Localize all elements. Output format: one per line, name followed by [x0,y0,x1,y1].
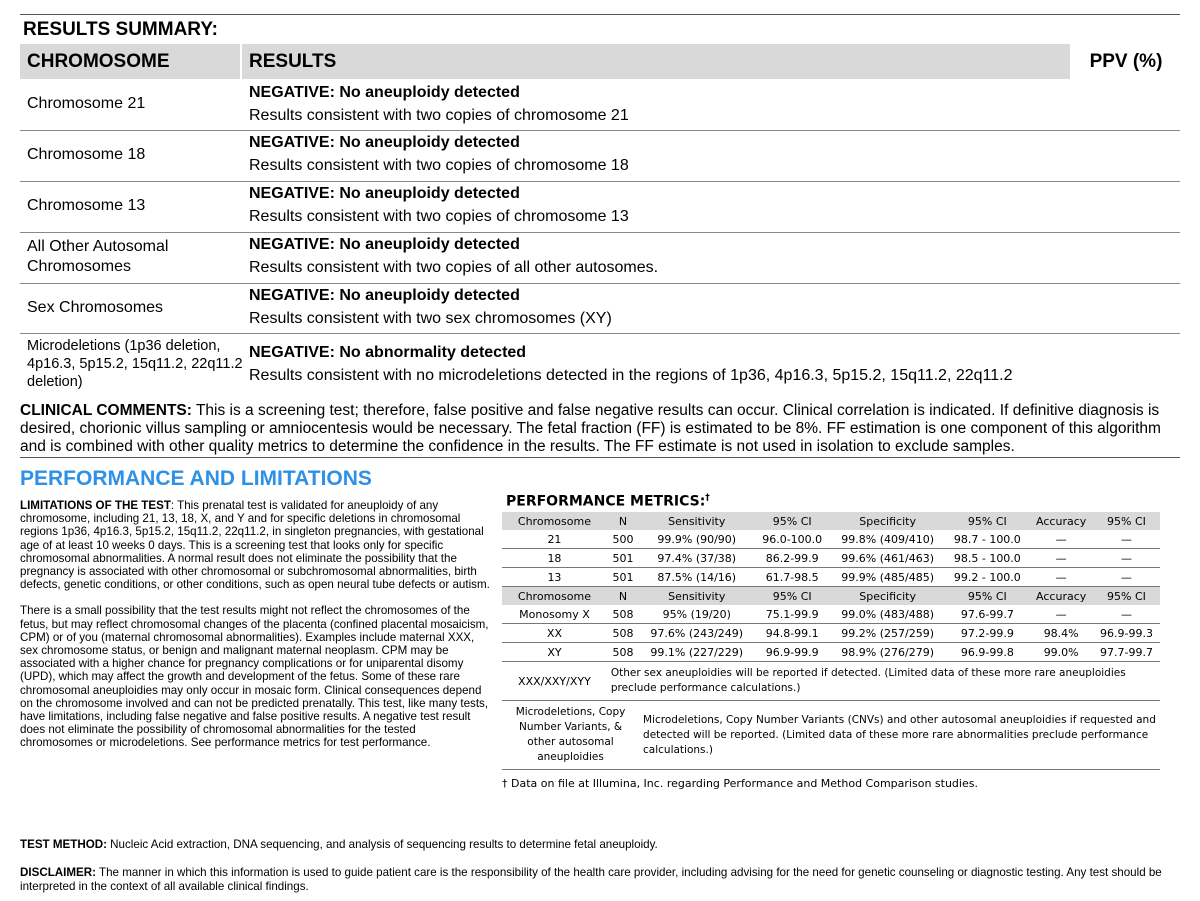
performance-metrics-table [502,512,1160,770]
result-detail: Results consistent with two sex chromosomes (XY) [249,310,612,327]
table-row [502,568,1160,587]
table-cell: 99.6% (461/463) [830,549,945,568]
table-cell: Chromosome [502,587,607,606]
table-cell: 18 [502,549,607,568]
metrics-footnote: † Data on file at Illumina, Inc. regarding Performance and Method Comparison studies. [502,777,978,790]
table-cell: Accuracy [1029,587,1093,606]
table-row [502,605,1160,624]
table-row [502,530,1160,549]
table-cell: 99.9% (90/90) [639,530,754,549]
table-row [502,549,1160,568]
table-cell: 96.0-100.0 [754,530,829,549]
table-cell: 501 [607,568,639,587]
table-cell: 13 [502,568,607,587]
table-cell: 97.2-99.9 [945,624,1029,643]
table-cell: 508 [607,605,639,624]
table-cell: — [1029,605,1093,624]
performance-title: PERFORMANCE AND LIMITATIONS [20,467,372,490]
note-text: Microdeletions, Copy Number Variants (CNVs) and other autosomal aneuploidies if requested and detected will be reported. (Limited data of these more rare abnormalities preclude performance calculations.) [639,701,1160,770]
table-cell: — [1093,549,1160,568]
table-cell: — [1093,568,1160,587]
disclaimer-label: DISCLAIMER: [20,866,96,879]
limitations-block [20,499,490,763]
table-cell: 95% CI [754,587,829,606]
table-cell: 86.2-99.9 [754,549,829,568]
table-row-sex-note [502,662,1160,701]
row-label: Chromosome 18 [27,146,146,163]
result-status: NEGATIVE: No abnormality detected [249,344,527,361]
table-cell: — [1029,568,1093,587]
result-row-chr21 [20,80,1180,131]
table-cell: 61.7-98.5 [754,568,829,587]
table-cell: 98.5 - 100.0 [945,549,1029,568]
table-cell: 95% (19/20) [639,605,754,624]
result-detail: Results consistent with two copies of all other autosomes. [249,259,659,276]
result-status: NEGATIVE: No aneuploidy detected [249,185,520,202]
result-status: NEGATIVE: No aneuploidy detected [249,84,520,101]
row-label: Microdeletions (1p36 deletion, 4p16.3, 5p15.2, 15q11.2, 22q11.2 deletion) [27,338,243,390]
table-cell: 98.9% (276/279) [830,643,945,662]
result-detail: Results consistent with two copies of chromosome 21 [249,107,629,124]
table-cell: 508 [607,643,639,662]
limitations-text-2: There is a small possibility that the test results might not reflect the chromosomes of the fetus, but may reflect chromosomal changes of the placenta (confined placental mosaicism, CPM) or of you (maternal chromosomal abnormalities). Examples include maternal XXX, sex chromosome status, or benign and malignant maternal neoplasm. CPM may be associated with a higher chance for pregnancy complications or for uniparental disomy (UPD), which may affect the growth and development of the fetus. Some of these rare chromosomal aneuploidies may only occur in mosaic form. Clinical consequences depend on the chromosome involved and can not be predicted prenatally. This test, like many tests, have limitations, including false negative and false positive results. A negative test result does not eliminate the possibility of chromosomal abnormalities for the tested chromosomes or microdeletions. See performance metrics for test performance. [20,604,489,750]
top-divider [20,14,1180,15]
disclaimer [20,866,1180,894]
note-label: Microdeletions, Copy Number Variants, & other autosomal aneuploidies [502,701,639,770]
footnote-mark: † [705,493,710,503]
table-cell: Specificity [830,587,945,606]
table-row [502,643,1160,662]
clinical-comments-text: This is a screening test; therefore, false positive and false negative results can occur. Clinical correlation is indicated. If definitive diagnosis is desired, chorionic villus sampling or amniocentesis would be necessary. The fetal fraction (FF) is estimated to be 8%. FF estimation is one component of this algorithm and is combined with other quality metrics to determine the confidence in the results. The FF estimate is not used in isolation to exclude samples. [20,402,1161,455]
limitations-label: LIMITATIONS OF THE TEST [20,499,171,512]
performance-metrics-title: PERFORMANCE METRICS:† [506,493,710,510]
table-cell: 95% CI [1093,512,1160,530]
note-text: Other sex aneuploidies will be reported if detected. (Limited data of these more rare aneuploidies preclude performance calculations.) [607,662,1160,701]
table-cell: 95% CI [1093,587,1160,606]
table-cell: Sensitivity [639,512,754,530]
row-label: Sex Chromosomes [27,299,164,316]
result-status: NEGATIVE: No aneuploidy detected [249,236,520,253]
limitations-text: : This prenatal test is validated for aneuploidy of any chromosome, including 21, 13, 18, X, and Y and for specific deletions in chromosomal regions 1p36, 4p16.3, 5p15.2, 15q11.2, 22q11.2, in singleton pregnancies, with gestational age of at least 10 weeks 0 days. This is a screening test that looks only for specific chromosomal abnormalities. A normal result does not eliminate the possibility that the pregnancy is associated with other chromosomal or subchromosomal abnormalities, birth defects, genetic conditions, or other conditions, such as open neural tube defects or autism. [20,499,490,592]
table-cell: 99.9% (485/485) [830,568,945,587]
table-cell: 95% CI [754,512,829,530]
row-label: All Other Autosomal Chromosomes [27,238,169,275]
row-label: Chromosome 21 [27,95,146,112]
result-row-chr18 [20,131,1180,182]
table-cell: 75.1-99.9 [754,605,829,624]
table-cell: 94.8-99.1 [754,624,829,643]
result-row-other-autosomes [20,233,1180,284]
table-cell: 96.9-99.3 [1093,624,1160,643]
column-header-ppv: PPV (%) [1089,50,1163,72]
table-cell: — [1093,530,1160,549]
result-status: NEGATIVE: No aneuploidy detected [249,134,520,151]
table-cell: 99.2 - 100.0 [945,568,1029,587]
table-cell: N [607,512,639,530]
table-cell: 95% CI [945,587,1029,606]
table-cell: XY [502,643,607,662]
result-row-sex-chromosomes [20,284,1180,334]
result-status: NEGATIVE: No aneuploidy detected [249,287,520,304]
table-cell: 96.9-99.8 [945,643,1029,662]
table-cell: 99.1% (227/229) [639,643,754,662]
table-cell: 97.6-99.7 [945,605,1029,624]
column-header-results: RESULTS [242,44,1070,79]
table-cell: 500 [607,530,639,549]
table-cell: 97.6% (243/249) [639,624,754,643]
table-cell: 99.8% (409/410) [830,530,945,549]
table-cell: 501 [607,549,639,568]
table-cell: Specificity [830,512,945,530]
table-cell: Accuracy [1029,512,1093,530]
table-cell: 87.5% (14/16) [639,568,754,587]
table-cell: 99.2% (257/259) [830,624,945,643]
result-row-chr13 [20,182,1180,233]
table-row [502,624,1160,643]
table-cell: 99.0% (483/488) [830,605,945,624]
row-label: Chromosome 13 [27,197,146,214]
table-cell: 97.7-99.7 [1093,643,1160,662]
column-header-chromosome: CHROMOSOME [20,44,240,79]
table-cell: — [1093,605,1160,624]
results-summary-title: RESULTS SUMMARY: [23,19,218,40]
table-cell: 98.4% [1029,624,1093,643]
result-row-microdeletions [20,334,1180,394]
table-cell: 98.7 - 100.0 [945,530,1029,549]
result-detail: Results consistent with no microdeletions detected in the regions of 1p36, 4p16.3, 5p15.2, 15q11.2, 22q11.2 [249,367,1013,384]
clinical-comments-label: CLINICAL COMMENTS: [20,402,192,419]
result-detail: Results consistent with two copies of chromosome 13 [249,208,629,225]
table-cell: N [607,587,639,606]
test-method-text: Nucleic Acid extraction, DNA sequencing, and analysis of sequencing results to determine fetal aneuploidy. [106,838,658,851]
table-cell: 97.4% (37/38) [639,549,754,568]
table-cell: 96.9-99.9 [754,643,829,662]
table-cell: 99.0% [1029,643,1093,662]
table-cell: 95% CI [945,512,1029,530]
table-cell: Monosomy X [502,605,607,624]
table-cell: 508 [607,624,639,643]
clinical-comments [20,402,1180,456]
note-label: XXX/XXY/XYY [502,662,607,701]
table-cell: XX [502,624,607,643]
table-cell: — [1029,530,1093,549]
table-cell: Sensitivity [639,587,754,606]
result-detail: Results consistent with two copies of chromosome 18 [249,157,629,174]
table-header-row [502,587,1160,606]
test-method [20,838,658,851]
table-row-microdeletion-note [502,701,1160,770]
table-header-row [502,512,1160,530]
table-cell: — [1029,549,1093,568]
test-method-label: TEST METHOD: [20,838,107,851]
section-divider [20,457,1180,458]
table-cell: 21 [502,530,607,549]
table-cell: Chromosome [502,512,607,530]
disclaimer-text: The manner in which this information is used to guide patient care is the responsibility of the health care provider, including advising for the need for genetic counseling or diagnostic testing. Any test should be interpreted in the context of all available clinical findings. [20,866,1162,893]
